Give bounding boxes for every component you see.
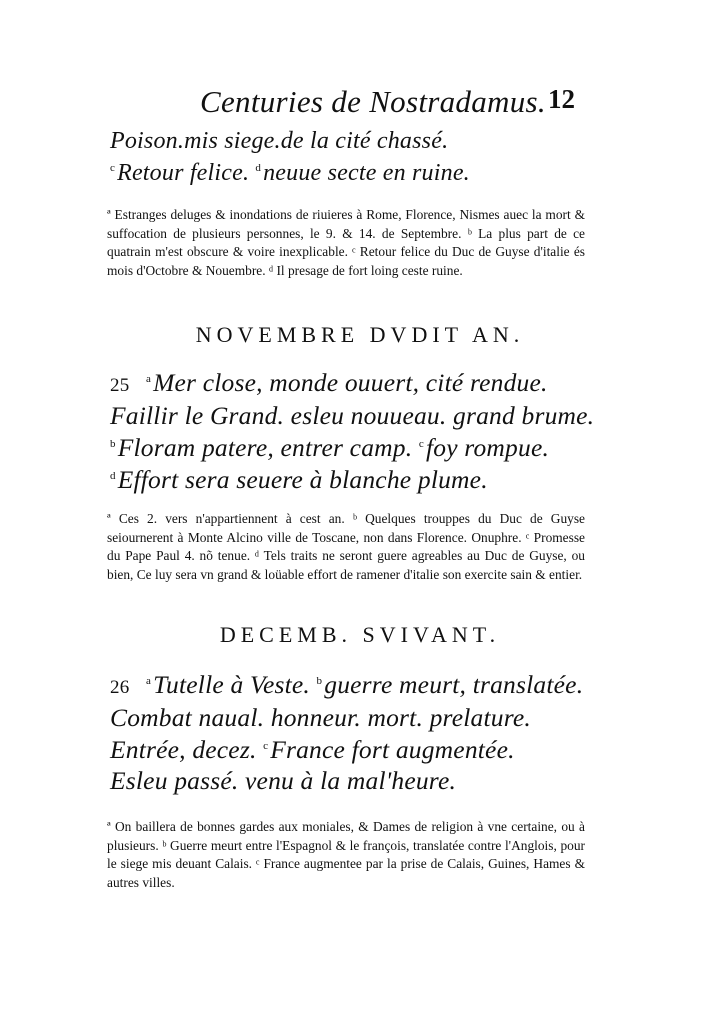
note-mark: c xyxy=(418,437,424,450)
verse-line xyxy=(110,735,515,765)
verse-text: Poison.mis siege.de la cité chassé. xyxy=(110,128,449,154)
verse-line xyxy=(110,401,594,431)
note-mark: d xyxy=(110,469,116,482)
quatrain-number: 26 xyxy=(110,677,130,698)
verse-text: Combat naual. honneur. mort. prelature. xyxy=(110,703,531,732)
verse-text: France fort augmentée. xyxy=(270,735,515,764)
note-mark: c xyxy=(263,739,269,752)
page-number: 12 xyxy=(548,84,575,114)
section-heading: NOVEMBRE DVDIT AN. xyxy=(195,322,525,347)
verse-text: Tutelle à Veste. xyxy=(153,670,310,699)
verse-text: Mer close, monde ouuert, cité rendue. xyxy=(153,368,548,397)
note-mark: d xyxy=(255,162,262,174)
verse-text: Retour felice. xyxy=(117,160,250,186)
verse-line xyxy=(110,368,548,398)
verse-line xyxy=(110,670,583,700)
note-mark: a xyxy=(145,674,152,687)
verse-text: guerre meurt, translatée. xyxy=(324,670,584,699)
verse-text: Effort sera seuere à blanche plume. xyxy=(117,465,488,494)
verse-line xyxy=(110,128,448,155)
verse-line xyxy=(110,433,549,463)
verse-line xyxy=(110,465,488,495)
note-mark: c xyxy=(110,162,116,174)
verse-line xyxy=(110,160,470,187)
verse-line xyxy=(110,766,456,796)
page-header xyxy=(200,80,590,126)
verse-text: Floram patere, entrer camp. xyxy=(117,433,413,462)
verse-text: neuue secte en ruine. xyxy=(263,160,470,186)
verse-text: Esleu passé. venu à la mal'heure. xyxy=(110,766,457,795)
note-mark: b xyxy=(316,674,323,687)
running-title: Centuries de Nostradamus. xyxy=(200,84,546,119)
commentary-note: ª On baillera de bonnes gardes aux moniales, & Dames de religion à vne certaine, ou à plusieurs. ᵇ Guerre meurt entre l'Espagnol & le françois, translatée contre l'Anglois, pour le siege mis deuant Calais. ᶜ France augmentee par la prise de Calais, Guines, Hames & autres villes. xyxy=(107,819,585,890)
quatrain-number: 25 xyxy=(110,375,130,396)
verse-line xyxy=(110,703,531,733)
verse-text: Faillir le Grand. esleu nouueau. grand brume. xyxy=(110,401,595,430)
commentary-note: ª Ces 2. vers n'appartiennent à cest an. ᵇ Quelques trouppes du Duc de Guyse seiournerent à Monte Alcino ville de Toscane, non dans Florence. Onuphre. ᶜ Promesse du Pape Paul 4. nõ tenue. ᵈ Tels traits ne seront guere agreables au Duc de Guyse, ou bien, Ce luy sera vn grand & loüable effort de ramener d'italie son exercite sain & entier. xyxy=(107,511,585,582)
commentary-note: ª Estranges deluges & inondations de riuieres à Rome, Florence, Nismes auec la mort & suffocation de plusieurs personnes, le 9. & 14. de Septembre. ᵇ La plus part de ce quatrain m'est obscure & voire inexplicable. ᶜ Retour felice du Duc de Guyse d'italie és mois d'Octobre & Nouembre. ᵈ Il presage de fort loing ceste ruine. xyxy=(107,207,585,278)
verse-text: foy rompue. xyxy=(425,433,550,462)
verse-text: Entrée, decez. xyxy=(110,735,257,764)
section-heading: DECEMB. SVIVANT. xyxy=(219,622,501,647)
note-mark: a xyxy=(145,372,152,385)
note-mark: b xyxy=(110,437,116,450)
